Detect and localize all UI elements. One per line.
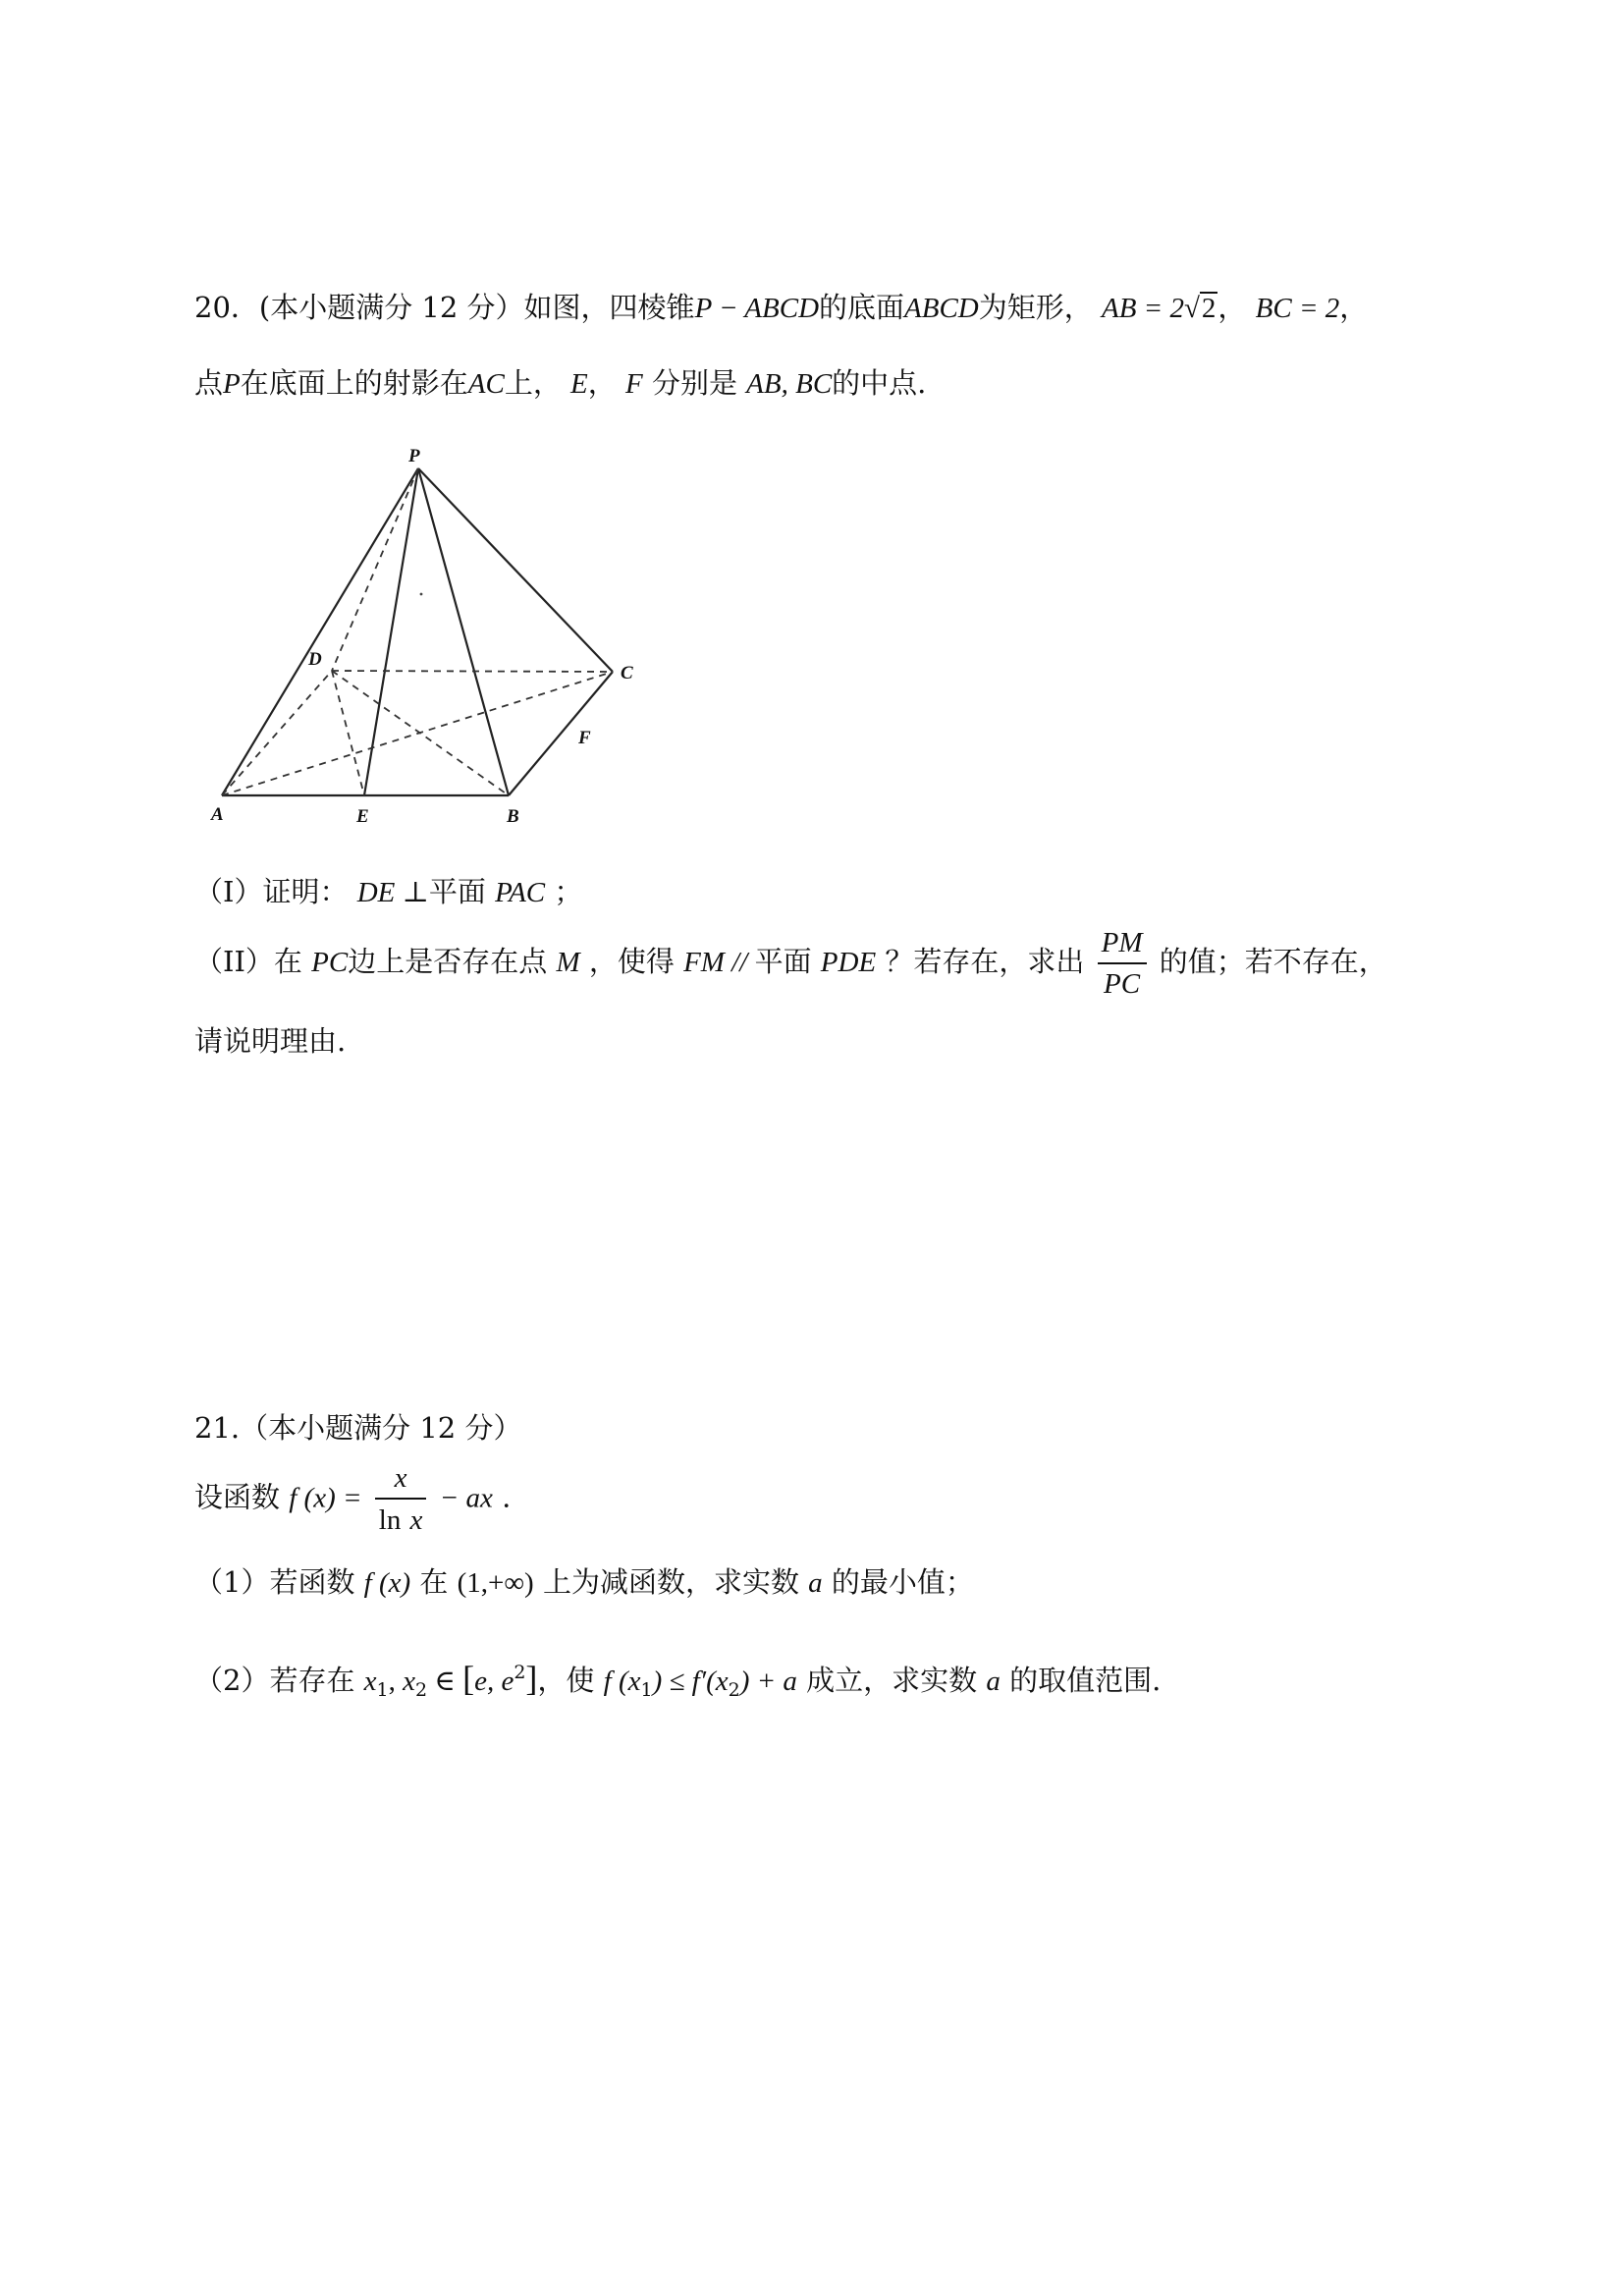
part2-text: ，使得 xyxy=(588,945,675,978)
q21-header-text: 21.（本小题满分 12 分） xyxy=(194,1411,522,1445)
q21-part-1 xyxy=(194,1562,974,1603)
p1-text: 在 xyxy=(419,1565,449,1599)
q20-text: ， xyxy=(587,366,617,400)
edge-pb xyxy=(418,468,509,795)
q20-line-1 xyxy=(194,288,1368,328)
part2-text: 的值；若不存在， xyxy=(1159,945,1387,978)
label-c: C xyxy=(621,663,633,683)
label-b: B xyxy=(507,806,519,827)
edge-dc xyxy=(332,671,613,672)
label-d: D xyxy=(308,649,322,670)
q21-definition xyxy=(194,1458,511,1540)
diagonal-ac xyxy=(222,672,613,795)
q20-part-2-line-2 xyxy=(194,1021,346,1061)
label-p: P xyxy=(408,447,420,466)
label-a: A xyxy=(211,804,224,825)
fraction-denominator: PC xyxy=(1104,968,1141,1000)
q20-lead: 20．(本小题满分 12 分）如图，四棱锥 xyxy=(194,291,695,324)
segment-ac: AC xyxy=(467,368,505,400)
edge-pe xyxy=(364,468,418,795)
bc-equation: BC = 2 xyxy=(1255,293,1340,324)
q20-text: 分别是 xyxy=(651,366,737,400)
p1-text: 上为减函数，求实数 xyxy=(542,1565,799,1599)
q20-line-2 xyxy=(194,363,926,404)
q20-part-2 xyxy=(194,923,1387,1004)
p2-x2: x xyxy=(403,1666,416,1697)
function-lhs: f (x) = xyxy=(289,1482,362,1514)
p2-inequality: f (x xyxy=(603,1666,641,1697)
ab-equation: AB = 2 xyxy=(1101,293,1184,324)
part2-prefix: （II）在 xyxy=(194,945,302,978)
base-name: ABCD xyxy=(904,293,979,324)
label-e: E xyxy=(356,806,369,827)
fraction-denominator: ln x xyxy=(378,1504,423,1536)
part1-prefix: （I）证明： xyxy=(194,875,349,908)
point-e: E xyxy=(570,368,588,400)
p2-text: ，使 xyxy=(537,1664,595,1697)
q20-part-1 xyxy=(194,872,582,912)
function-tail: − ax xyxy=(439,1482,493,1514)
edge-pd xyxy=(332,468,418,671)
segment-pc: PC xyxy=(311,947,349,978)
q20-text: ， xyxy=(1217,291,1247,324)
segment-de xyxy=(332,671,364,795)
pyramid-name: P − ABCD xyxy=(694,293,820,324)
function-fraction xyxy=(375,1458,427,1540)
fraction-numerator: x xyxy=(375,1458,427,1500)
sqrt-sign: √ xyxy=(1183,293,1200,324)
edge-bc xyxy=(509,672,613,795)
fm-parallel: FM // xyxy=(683,947,755,978)
q21-def-prefix: 设函数 xyxy=(194,1480,281,1514)
p1-text: 的最小值； xyxy=(831,1565,974,1599)
p1-prefix: （1）若函数 xyxy=(194,1565,355,1599)
p1-interval: (1,+∞) xyxy=(457,1567,534,1599)
p2-text: 成立，求实数 xyxy=(806,1664,978,1697)
part2-plane: 平面 xyxy=(754,945,812,978)
q20-text: 点 xyxy=(194,366,224,400)
q21-header xyxy=(194,1408,521,1448)
part1-end: ； xyxy=(554,875,583,908)
q20-text: ， xyxy=(1339,291,1369,324)
label-f: F xyxy=(578,728,591,748)
plane-pde: PDE xyxy=(820,947,877,978)
part1-plane: 平面 xyxy=(428,875,486,908)
p1-variable: a xyxy=(808,1567,823,1599)
q21-def-end: . xyxy=(502,1480,512,1514)
pyramid-figure xyxy=(192,447,664,830)
q21-part-2: （2）若存在 $x_1$, $x_2$ ∈ [e, $e^2$]，使 f $(x_1) \le f'(x_2) + a$ 成立，求实数 a 的取值范围. xyxy=(194,1659,1162,1701)
p2-prefix: （2）若存在 xyxy=(194,1664,355,1697)
ab-radicand: 2 xyxy=(1201,293,1217,324)
p1-function: f (x) xyxy=(363,1567,411,1599)
part1-math: DE ⊥ xyxy=(356,877,429,908)
q20-text: 的底面 xyxy=(819,291,905,324)
p2-x1: x xyxy=(363,1666,377,1697)
projection-dot xyxy=(420,593,423,596)
part2-text: 边上是否存在点 xyxy=(348,945,548,978)
edge-ad xyxy=(222,671,332,795)
p2-variable: a xyxy=(986,1666,1001,1697)
plane-pac: PAC xyxy=(495,877,546,908)
q20-text: 的中点. xyxy=(832,366,927,400)
point-m: M xyxy=(556,947,580,978)
part2-text: ？若存在，求出 xyxy=(885,945,1085,978)
segment-db xyxy=(332,671,509,795)
q20-text: 为矩形， xyxy=(978,291,1093,324)
p2-text: 的取值范围. xyxy=(1009,1664,1162,1697)
p2-interval: e, e xyxy=(474,1666,514,1697)
segments-ab-bc: AB, BC xyxy=(746,368,833,400)
part2-line2: 请说明理由. xyxy=(194,1024,347,1058)
q20-text: 上， xyxy=(504,366,562,400)
ratio-fraction xyxy=(1098,923,1147,1004)
point-p: P xyxy=(223,368,241,400)
edge-pa xyxy=(222,468,418,795)
q20-text: 在底面上的射影在 xyxy=(240,366,468,400)
point-f: F xyxy=(625,368,643,400)
fraction-numerator: PM xyxy=(1098,923,1147,964)
